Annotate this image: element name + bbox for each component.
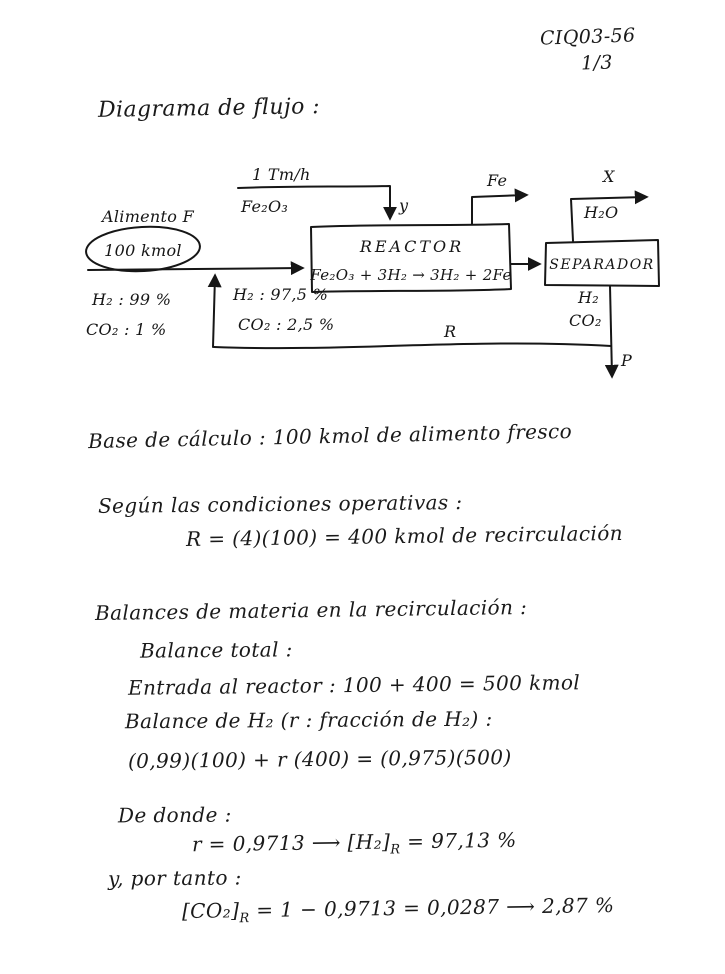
por-tanto-label: y, por tanto :: [107, 865, 242, 891]
recycle-stream-label: R: [444, 322, 457, 341]
x-species-label: H₂O: [584, 203, 619, 222]
separator-box: [545, 240, 659, 286]
conditions-header: Según las condiciones operativas :: [97, 490, 463, 518]
r-result-post: = 97,13 %: [400, 827, 517, 854]
reactor-title-label: REACTOR: [359, 237, 465, 256]
top-feed-arrow: [238, 186, 390, 218]
co2-result-post: = 1 − 0,9713 = 0,0287 ⟶ 2,87 %: [249, 892, 615, 923]
feed-name-label: Alimento F: [102, 207, 194, 226]
r-result-pre: r = 0,9713 ⟶ [H₂]: [191, 829, 391, 857]
header-course-code: CIQ03-56: [539, 24, 636, 50]
basis-line: Base de cálculo : 100 kmol de alimento fresco: [87, 418, 573, 454]
recycle-equation: R = (4)(100) = 400 kmol de recirculación: [185, 520, 624, 552]
recycle-line: [214, 343, 611, 348]
fe-stream-arrow: [472, 195, 526, 224]
top-feed-stream-label: y: [399, 196, 409, 215]
header-page-number: 1/3: [580, 51, 614, 75]
co2-result-line: [182, 893, 615, 927]
top-feed-species-label: Fe₂O₃: [241, 197, 289, 216]
reactor-inlet-line: Entrada al reactor : 100 + 400 = 500 kmol: [127, 670, 581, 700]
mixed-co2-label: CO₂ : 2,5 %: [238, 315, 335, 334]
top-feed-rate-label: 1 Tm/h: [252, 165, 311, 184]
feed-co2-label: CO₂ : 1 %: [86, 320, 167, 339]
reactor-box: [311, 224, 511, 292]
r-result-line: [192, 828, 517, 861]
x-stream-arrow: [571, 197, 646, 241]
h2-balance-label: Balance de H₂ (r : fracción de H₂) :: [124, 706, 493, 734]
feed-amount-label: 100 kmol: [104, 241, 182, 260]
de-donde-label: De donde :: [117, 802, 232, 828]
h2-balance-equation: (0,99)(100) + r (400) = (0,975)(500): [127, 744, 512, 774]
co2-result-sub: R: [239, 911, 250, 927]
co2-result-pre: [CO₂]: [181, 898, 240, 924]
fe-stream-label: Fe: [487, 171, 508, 190]
feed-arrow: [88, 268, 302, 270]
bottom-co2-label: CO₂: [569, 311, 602, 330]
mixed-h2-label: H₂ : 97,5 %: [233, 285, 329, 304]
separator-title-label: SEPARADOR: [549, 257, 655, 273]
total-balance-label: Balance total :: [139, 637, 293, 663]
bottom-h2-label: H₂: [578, 288, 599, 307]
purge-stream-label: P: [621, 351, 633, 370]
feed-h2-label: H₂ : 99 %: [92, 290, 172, 309]
balances-header: Balances de materia en la recirculación :: [94, 594, 528, 626]
page-title: Diagrama de flujo :: [97, 94, 321, 123]
purge-arrow: [610, 286, 612, 376]
reactor-reaction-label: Fe₂O₃ + 3H₂ → 3H₂ + 2Fe: [310, 266, 512, 284]
recycle-riser-arrow: [213, 276, 215, 347]
feed-amount-circle: [85, 224, 201, 274]
r-result-sub: R: [390, 842, 401, 858]
x-stream-label: X: [603, 167, 615, 186]
